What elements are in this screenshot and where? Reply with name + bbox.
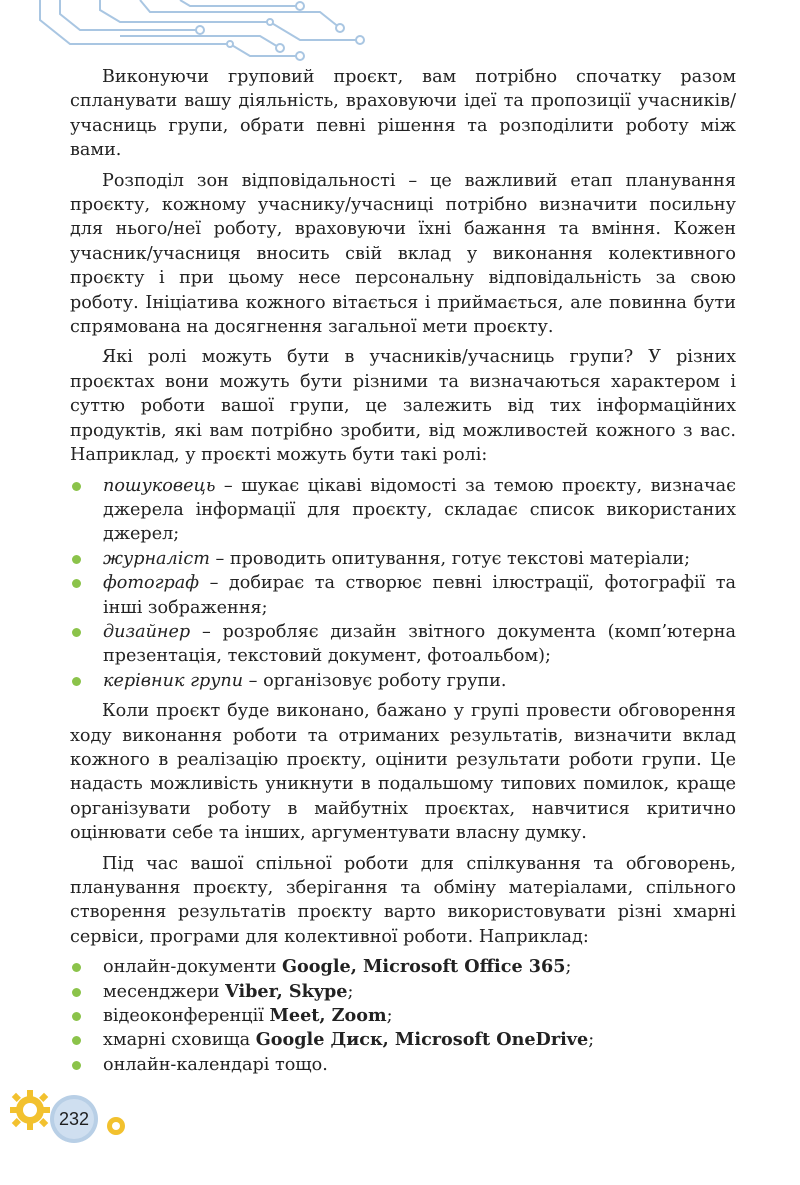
roles-list (70, 474, 736, 694)
paragraph-roles-intro: Які ролі можуть бути в учасників/учасниць групи? У різних проєктах вони можуть бути різними та визначаються характером і суттю роботи вашої групи, це залежить від тих інформаційних продуктів, які вам потрібно зробити, від можливостей кожного з вас. Наприклад, у проєкті можуть бути такі ролі: (70, 347, 736, 466)
circuit-decoration (0, 0, 380, 62)
bullet-icon (72, 579, 81, 588)
list-item: хмарні сховища Google Диск, Microsoft OneDrive; (70, 1028, 736, 1052)
bullet-icon (72, 677, 81, 686)
page-content (70, 65, 736, 1083)
list-item: онлайн-календарі тощо. (70, 1053, 736, 1077)
bullet-icon (72, 1036, 81, 1045)
bullet-icon (72, 1061, 81, 1070)
list-item: пошуковець – шукає цікаві відомості за темою проєкту, визначає джерела інформації для проєкту, складає список використаних джерел; (70, 474, 736, 547)
list-item: онлайн-документи Google, Microsoft Office 365; (70, 955, 736, 979)
list-item: фотограф – добирає та створює певні ілюстрації, фотографії та інші зображення; (70, 571, 736, 620)
small-yellow-gear-icon (107, 1117, 125, 1135)
list-item: месенджери Viber, Skype; (70, 980, 736, 1004)
yellow-gear-icon (10, 1090, 50, 1130)
bullet-icon (72, 1012, 81, 1021)
tools-list (70, 955, 736, 1077)
page-number: 232 (58, 1109, 90, 1129)
bullet-icon (72, 963, 81, 972)
bullet-icon (72, 628, 81, 637)
list-item: журналіст – проводить опитування, готує текстові матеріали; (70, 547, 736, 571)
list-item: керівник групи – організовує роботу групи. (70, 669, 736, 693)
list-item: дизайнер – розробляє дизайн звітного документа (комп’ютерна презентація, текстовий документ, фотоальбом); (70, 620, 736, 669)
paragraph-discussion: Коли проєкт буде виконано, бажано у групі провести обговорення ходу виконання роботи та отриманих результатів, визначити вклад кожного в реалізацію проєкту, оцінити результати роботи групи. Це надасть можливість уникнути в подальшому типових помилок, краще організувати роботу в майбутніх проєктах, навчитися критично оцінювати себе та інших, аргументувати власну думку. (70, 701, 736, 844)
bullet-icon (72, 988, 81, 997)
paragraph-cloud-services: Під час вашої спільної роботи для спілкування та обговорень, планування проєкту, зберігання та обміну матеріалами, спільного створення результатів проєкту варто використовувати різні хмарні сервіси, програми для колективної роботи. Наприклад: (70, 853, 736, 947)
paragraph-planning: Виконуючи груповий проєкт, вам потрібно спочатку разом спланувати вашу діяльність, враховуючи ідеї та пропозиції учасників/учасниць групи, обрати певні рішення та розподілити роботу між вами. (70, 67, 736, 161)
list-item: відеоконференції Meet, Zoom; (70, 1004, 736, 1028)
bullet-icon (72, 555, 81, 564)
paragraph-responsibility: Розподіл зон відповідальності – це важливий етап планування проєкту, кожному учаснику/учасниці потрібно визначити посильну для нього/неї роботу, враховуючи їхні бажання та вміння. Кожен учасник/учасниця вносить свій вклад у виконання колективного проєкту і при цьому несе персональну відповідальність за свою роботу. Ініціатива кожного вітається і приймається, але повинна бути спрямована на досягнення загальної мети проєкту. (70, 170, 736, 338)
bullet-icon (72, 482, 81, 491)
